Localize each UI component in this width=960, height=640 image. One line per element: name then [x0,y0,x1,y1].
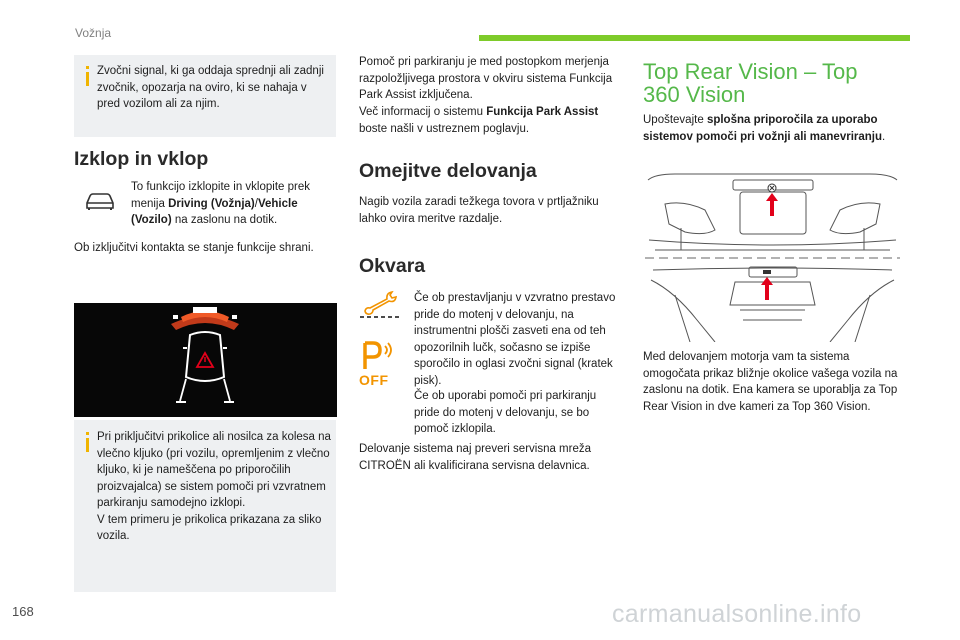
sensor-arcs [171,307,239,330]
recommendations-text: Upoštevajte splošna priporočila za uporabo sistemov pomoči pri vožnji ali manevriranju. [643,114,886,143]
info-icon-dot [86,432,89,435]
touch-screen-instruction: To funkcijo izklopite in vklopite prek menija Driving (Vožnja)/Vehicle (Vozilo) na zaslonu na dotik. [131,181,310,226]
note-sound-signal: Zvočni signal, ki ga oddaja sprednji ali zadnji zvočnik, opozarja na oviro, ki se nahaja v pred vozilom ali za njim. [97,65,324,110]
page-number: 168 [12,604,34,619]
red-arrow-front [766,193,778,216]
park-assist-more-info: Več informacij o sistemu Funkcija Park Assist boste našli v ustreznem poglavju. [359,106,599,135]
section-color-bar [479,35,910,41]
car-icon [84,191,116,211]
camera-icon-rear [763,270,771,274]
info-icon-dot [86,66,89,69]
camera-positions-image [645,170,900,342]
red-arrow-rear [761,277,773,300]
state-saved-text: Ob izključitvi kontakta se stanje funkcije shrani. [74,242,314,254]
note-trailer: Pri priključitvi prikolice ali nosilca za kolesa na vlečno kljuko (pri vozilu, opremljenim z vlečno kljuko, ki je nameščena po priporočilih proizvajalca) se sistem pomoči pri vzvratnem parkiranju samodejno izklopi. V tem primeru je prikolica prikazana za sliko vozila. [97,431,331,542]
service-text: Delovanje sistema naj preveri servisna mreža CITROËN ali kvalificirana servisna delavnica. [359,443,592,472]
heading-top-rear-vision: Top Rear Vision – Top 360 Vision [643,59,858,107]
park-assist-intro: Pomoč pri parkiranju je med postopkom merjenja razpoložljivega prostora v okviru sistema Funkcija Park Assist izključena. [359,56,613,101]
camera-icon-front [768,184,776,192]
fault-text-1: Če ob prestavljanju v vzvratno prestavo pride do motenj v delovanju, na instrumentni plošči zasveti ena od teh opozorilnih lučk, sočasno se izpiše sporočilo in oglasi zvočni signal (kratek pisk). [414,292,616,387]
heading-okvara: Okvara [359,255,426,277]
limits-text: Nagib vozila zaradi težkega tovora v prtljažniku lahko ovira meritve razdalje. [359,196,599,225]
info-icon [86,438,89,452]
heading-izklop-vklop: Izklop in vklop [74,148,209,170]
parking-off-label: OFF [359,372,389,388]
fault-text-2: Če ob uporabi pomoči pri parkiranju pride do motenj v delovanju, se bo pomoč izklopila. [414,390,597,435]
info-icon [86,72,89,86]
wrench-warning-icon [358,290,402,320]
section-label: Vožnja [75,26,112,40]
heading-omejitve: Omejitve delovanja [359,160,537,182]
watermark-text: carmanualsonline.info [612,600,862,628]
parking-sensor-display-image [74,303,337,417]
camera-description: Med delovanjem motorja vam ta sistema omogočata prikaz bližnje okolice vašega vozila na zaslonu na dotik. Ena kamera se uporablja za Top Rear Vision in dve kameri za Top 360 Vision. [643,351,898,413]
